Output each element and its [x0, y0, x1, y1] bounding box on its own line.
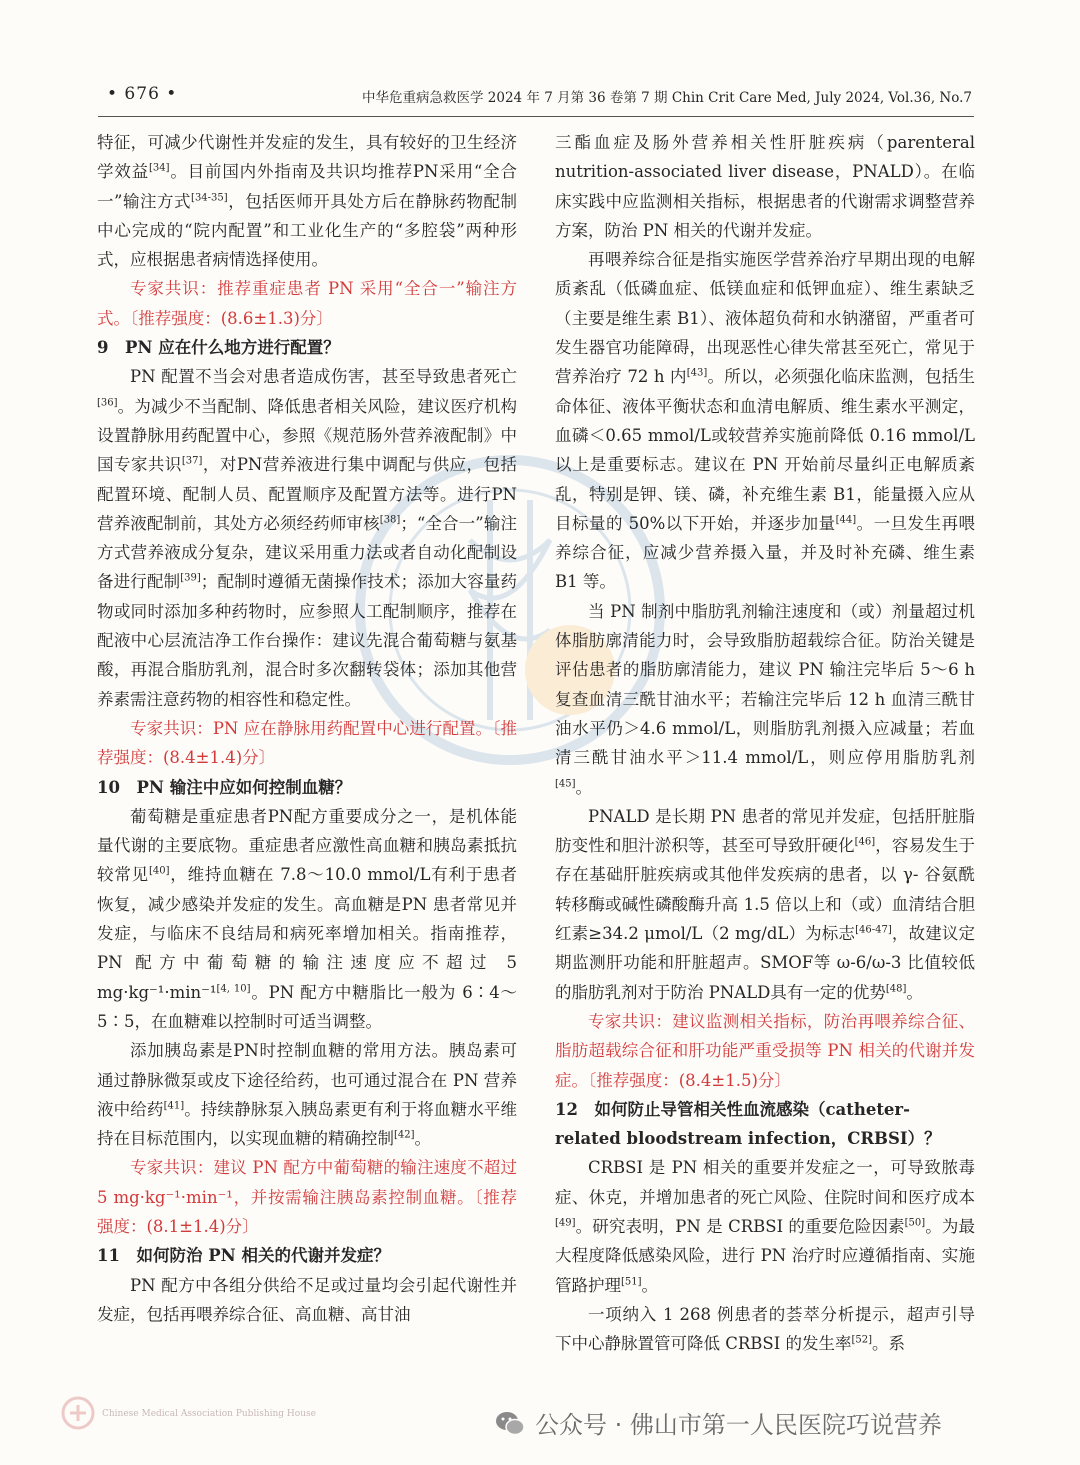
paragraph-text: 。所以，必须强化临床监测，包括生命体征、液体平衡状态和血清电解质、维生素水平测定，血磷＜0.65 mmol/L或较营养实施前降低 0.16 mmol/L 以上是重要标志。建议在 PN 开始前尽量纠正电解质紊乱，特别是钾、镁、磷，补充维生素 B1，能量摄入应从目标量的 50%以下开始，并逐步加量: [555, 367, 976, 533]
body-paragraph: [555, 1153, 975, 1299]
paragraph-text: 。: [575, 777, 593, 797]
paragraph-text: 当 PN 制剂中脂肪乳剂输注速度和（或）剂量超过机体脂肪廓清能力时，会导致脂肪超载综合征。防治关键是评估患者的脂肪廓清能力，建议 PN 输注完毕后 5～6 h 复查血清三酰甘油水平；若输注完毕后 12 h 血清三酰甘油水平仍＞4.6 mmol/L，则脂肪乳剂摄入应减量；若血清三酰甘油水平＞11.4 mmol/L，则应停用脂肪乳剂: [555, 601, 975, 768]
citation-ref: [44]: [835, 514, 857, 526]
paragraph-text: 。持续静脉泵入胰岛素更有利于将血糖水平维持在目标范围内，以实现血糖的精确控制: [97, 1099, 517, 1149]
expert-consensus: 专家共识：PN 应在静脉用药配置中心进行配置。〔推荐强度：(8.4±1.4)分〕: [97, 718, 517, 768]
paragraph-text: 。为减少不当配制、降低患者相关风险，建议医疗机构设置静脉用药配置中心，参照《规范肠外营养液配制》中国专家共识: [97, 396, 517, 475]
body-paragraph: [97, 1036, 517, 1153]
paragraph-text: 再喂养综合征是指实施医学营养治疗早期出现的电解质紊乱（低磷血症、低镁血症和低钾血症）、维生素缺乏（主要是维生素 B1）、液体超负荷和水钠潴留，严重者可发生器官功能障碍，出现恶性心律失常甚至死亡，常见于营养治疗 72 h 内: [555, 250, 975, 387]
citation-ref: [41]: [163, 1100, 185, 1112]
paragraph-text: ，容易发生于存在基础肝脏疾病或其他伴发疾病的患者，以 γ- 谷氨酰转移酶或碱性磷酸酶升高 1.5 倍以上和（或）血清结合胆红素≥34.2 μmol/L（2 mg/dL）为标志: [555, 836, 976, 944]
paragraph-text: 葡萄糖是重症患者PN配方重要成分之一，是机体能量代谢的主要底物。重症患者应激性高血糖和胰岛素抵抗较常见: [97, 806, 517, 885]
page-number: • 676 •: [107, 84, 178, 104]
right-column: [555, 128, 975, 1358]
paragraph-text: 特征，可减少代谢性并发症的发生，具有较好的卫生经济学效益: [97, 133, 517, 182]
paragraph-text: PN 配置不当会对患者造成伤害，甚至导致患者死亡: [130, 367, 517, 387]
paragraph-text: 。目前国内外指南及共识均推荐PN采用“全合一”输注方式: [97, 162, 517, 211]
publisher-name: Chinese Medical Association Publishing House: [102, 1409, 316, 1419]
wechat-account-name: 公众号 · 佛山市第一人民医院巧说营养: [535, 1411, 942, 1439]
paragraph-text: 一项纳入 1 268 例患者的荟萃分析提示，超声引导下中心静脉置管可降低 CRBSI 的发生率: [555, 1304, 975, 1354]
paragraph-text: CRBSI 是 PN 相关的重要并发症之一，可导致脓毒症、休克，并增加患者的死亡风险、住院时间和医疗成本: [555, 1158, 975, 1207]
paragraph-text: 添加胰岛素是PN时控制血糖的常用方法。胰岛素可通过静脉微泵或皮下途径给药，也可通过混合在 PN 营养液中给药: [97, 1041, 517, 1119]
paragraph-text: 。: [906, 982, 923, 1002]
paragraph-text: 。: [641, 1275, 659, 1295]
expert-consensus: 专家共识：推荐重症患者 PN 采用“全合一”输注方式。〔推荐强度：(8.6±1.3)分〕: [97, 279, 517, 328]
paragraph-text: 。为最大程度降低感染风险，进行 PN 治疗时应遵循指南、实施管路护理: [555, 1216, 975, 1295]
paragraph-text: ；配制时遵循无菌操作技术；添加大容量药物或同时添加多种药物时，应参照人工配制顺序，推荐在配液中心层流洁净工作台操作：建议先混合葡萄糖与氨基酸，再混合脂肪乳剂，混合时多次翻转袋体；添加其他营养素需注意药物的相容性和稳定性。: [97, 572, 518, 709]
paragraph-text: 。一旦发生再喂养综合征，应减少营养摄入量，并及时补充磷、维生素 B1 等。: [555, 513, 976, 592]
publisher-logo-icon: [60, 1395, 96, 1431]
paragraph-text: PN 配方中各组分供给不足或过量均会引起代谢性并发症，包括再喂养综合征、高血糖、高甘油: [97, 1275, 517, 1324]
section-heading: 12 如何防止导管相关性血流感染（catheter-related bloodstream infection，CRBSI）？: [555, 1099, 941, 1149]
paragraph-text: 。系: [872, 1334, 906, 1354]
paragraph-text: ，包括医师开具处方后在静脉药物配制中心完成的“院内配置”和工业化生产的“多腔袋”两种形式，应根据患者病情选择使用。: [97, 191, 517, 270]
body-paragraph: [97, 362, 517, 714]
citation-ref: [39]: [180, 572, 201, 584]
body-paragraph: [97, 802, 517, 1036]
body-paragraph: [555, 245, 975, 597]
wechat-account-banner: [495, 1405, 1055, 1445]
citation-ref: [46]: [854, 836, 876, 848]
citation-ref: [36]: [97, 397, 118, 409]
paragraph-text: ，故建议定期监测肝功能和肝脏超声。SMOF等 ω-6/ω-3 比值较低的脂肪乳剂对于防治 PNALD具有一定的优势: [555, 924, 976, 1002]
section-heading: 9 PN 应在什么地方进行配置？: [97, 338, 340, 358]
left-column: [97, 128, 517, 1329]
paragraph-text: 。研究表明，PN 是 CRBSI 的重要危险因素: [575, 1216, 905, 1236]
citation-ref: [49]: [555, 1217, 576, 1229]
citation-ref: [52]: [851, 1334, 873, 1346]
journal-citation: 中华危重病急救医学 2024 年 7 月第 36 卷第 7 期 Chin Crit Care Med, July 2024, Vol.36, No.7: [362, 90, 972, 106]
citation-ref: [51]: [621, 1276, 642, 1288]
body-paragraph: [555, 802, 975, 1007]
body-paragraph: [97, 1271, 517, 1330]
citation-ref: [34]: [148, 162, 170, 174]
paragraph-text: ，维持血糖在 7.8～10.0 mmol/L有利于患者恢复，减少感染并发症的发生。高血糖是PN 患者常见并发症，与临床不良结局和病死率增加相关。指南推荐，PN 配方中葡萄糖的输注速度应不超过 5 mg·kg⁻¹·min⁻¹: [97, 865, 517, 1002]
expert-consensus: 专家共识：建议监测相关指标，防治再喂养综合征、脂肪超载综合征和肝功能严重受损等 PN 相关的代谢并发症。〔推荐强度：(8.4±1.5)分〕: [555, 1011, 975, 1090]
header-rule: [98, 116, 974, 117]
paragraph-text: 三酯血症及肠外营养相关性肝脏疾病（parenteral nutrition-associated liver disease，PNALD）。在临床实践中应监测相关指标，根据患者的代谢需求调整营养方案，防治 PN 相关的代谢并发症。: [555, 133, 975, 240]
citation-ref: [38]: [379, 514, 401, 526]
paragraph-text: ，对PN营养液进行集中调配与供应，包括配置环境、配制人员、配置顺序及配置方法等。进行PN营养液配制前，其处方必须经药师审核: [97, 455, 517, 533]
citation-ref: [40]: [148, 865, 170, 877]
body-paragraph: [555, 1300, 975, 1359]
expert-consensus: 专家共识：建议 PN 配方中葡萄糖的输注速度不超过 5 mg·kg⁻¹·min⁻¹，并按需输注胰岛素控制血糖。〔推荐强度：(8.1±1.4)分〕: [97, 1158, 517, 1236]
paragraph-text: 。PN 配方中糖脂比一般为 6∶4～5∶5，在血糖难以控制时可适当调整。: [97, 982, 518, 1031]
citation-ref: [46-47]: [855, 924, 892, 936]
citation-ref: [42]: [394, 1129, 415, 1141]
citation-ref: [45]: [555, 778, 576, 790]
body-paragraph: [97, 128, 517, 274]
citation-ref: [37]: [181, 455, 203, 467]
paragraph-text: PNALD 是长期 PN 患者的常见并发症，包括肝脏脂肪变性和胆汁淤积等，甚至可导致肝硬化: [555, 806, 975, 856]
citation-ref: [34-35]: [191, 192, 228, 204]
paragraph-text: 。: [414, 1129, 432, 1149]
citation-ref: [48]: [885, 983, 907, 995]
citation-ref: [4, 10]: [216, 983, 251, 995]
running-header: [0, 84, 1080, 110]
paragraph-text: ；“全合一”输注方式营养液成分复杂，建议采用重力法或者自动化配制设备进行配制: [97, 513, 518, 592]
citation-ref: [50]: [904, 1217, 926, 1229]
body-paragraph: [555, 128, 975, 245]
section-heading: 10 PN 输注中应如何控制血糖？: [97, 777, 352, 797]
citation-ref: [43]: [686, 367, 708, 379]
body-paragraph: [555, 597, 975, 802]
section-heading: 11 如何防治 PN 相关的代谢并发症？: [97, 1246, 390, 1266]
wechat-icon: [495, 1410, 525, 1438]
